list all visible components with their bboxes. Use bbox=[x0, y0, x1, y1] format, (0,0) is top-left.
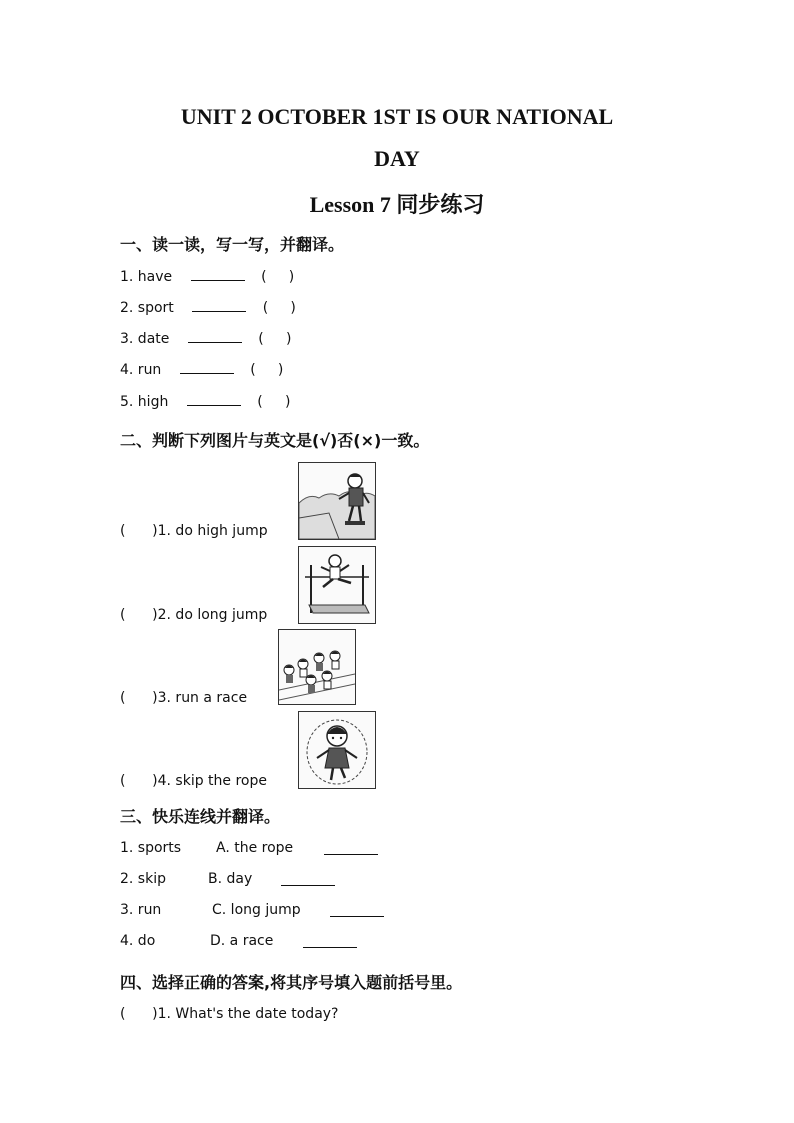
section2-item bbox=[120, 607, 267, 623]
translation-blank[interactable] bbox=[281, 873, 335, 891]
word: 4. run bbox=[120, 362, 162, 378]
judge-bracket[interactable]: ( ) bbox=[120, 523, 158, 539]
question-text: 1. What's the date today? bbox=[157, 1006, 339, 1022]
section2-item bbox=[120, 690, 247, 706]
match-right-item[interactable]: D. a race bbox=[210, 933, 274, 949]
translation-bracket[interactable]: ( ) bbox=[257, 394, 291, 410]
section1-item bbox=[120, 299, 296, 316]
item-text: 2. do long jump bbox=[157, 607, 268, 623]
match-right-item[interactable]: B. day bbox=[208, 871, 253, 887]
long-jump-picture bbox=[298, 546, 376, 624]
word: 2. sport bbox=[120, 300, 174, 316]
match-left-item[interactable]: 4. do bbox=[120, 933, 156, 949]
section1-item bbox=[120, 268, 294, 285]
page-title-continued: DAY bbox=[374, 146, 420, 171]
section1-item bbox=[120, 361, 283, 378]
match-left-item[interactable]: 3. run bbox=[120, 902, 162, 918]
page-title: UNIT 2 OCTOBER 1ST IS OUR NATIONAL bbox=[180, 104, 614, 129]
answer-blank[interactable] bbox=[180, 361, 234, 374]
word: 5. high bbox=[120, 394, 169, 410]
answer-blank[interactable] bbox=[188, 330, 242, 343]
section1-item bbox=[120, 330, 291, 347]
translation-blank[interactable] bbox=[303, 935, 357, 953]
judge-bracket[interactable]: ( ) bbox=[120, 607, 158, 623]
item-text: 3. run a race bbox=[157, 690, 248, 706]
race-picture bbox=[278, 629, 356, 705]
item-text: 4. skip the rope bbox=[157, 773, 267, 789]
match-right-item[interactable]: A. the rope bbox=[216, 840, 294, 856]
match-left-item[interactable]: 2. skip bbox=[120, 871, 166, 887]
section2-heading: 二、判断下列图片与英文是(√)否(×)一致。 bbox=[120, 431, 430, 450]
translation-blank[interactable] bbox=[324, 842, 378, 860]
translation-bracket[interactable]: ( ) bbox=[258, 331, 292, 347]
translation-bracket[interactable]: ( ) bbox=[250, 362, 284, 378]
judge-bracket[interactable]: ( ) bbox=[120, 773, 158, 789]
section2-item bbox=[120, 523, 268, 539]
section4-item bbox=[120, 1006, 339, 1022]
high-jump-picture bbox=[298, 462, 376, 540]
translation-bracket[interactable]: ( ) bbox=[261, 269, 295, 285]
answer-bracket[interactable]: ( ) bbox=[120, 1006, 158, 1022]
translation-blank[interactable] bbox=[330, 904, 384, 922]
word: 1. have bbox=[120, 269, 173, 285]
section4-heading: 四、选择正确的答案,将其序号填入题前括号里。 bbox=[120, 973, 463, 992]
translation-bracket[interactable]: ( ) bbox=[262, 300, 296, 316]
judge-bracket[interactable]: ( ) bbox=[120, 690, 158, 706]
match-right-item[interactable]: C. long jump bbox=[212, 902, 301, 918]
section1-heading: 一、读一读，写一写，并翻译。 bbox=[120, 235, 345, 254]
word: 3. date bbox=[120, 331, 170, 347]
section3-heading: 三、快乐连线并翻译。 bbox=[120, 807, 281, 826]
section2-item bbox=[120, 773, 267, 789]
item-text: 1. do high jump bbox=[157, 523, 268, 539]
match-left-item[interactable]: 1. sports bbox=[120, 840, 182, 856]
lesson-title: Lesson 7 同步练习 bbox=[309, 192, 485, 217]
section1-item bbox=[120, 393, 290, 410]
answer-blank[interactable] bbox=[192, 299, 246, 312]
answer-blank[interactable] bbox=[187, 393, 241, 406]
answer-blank[interactable] bbox=[191, 268, 245, 281]
skipping-rope-picture bbox=[298, 711, 376, 789]
